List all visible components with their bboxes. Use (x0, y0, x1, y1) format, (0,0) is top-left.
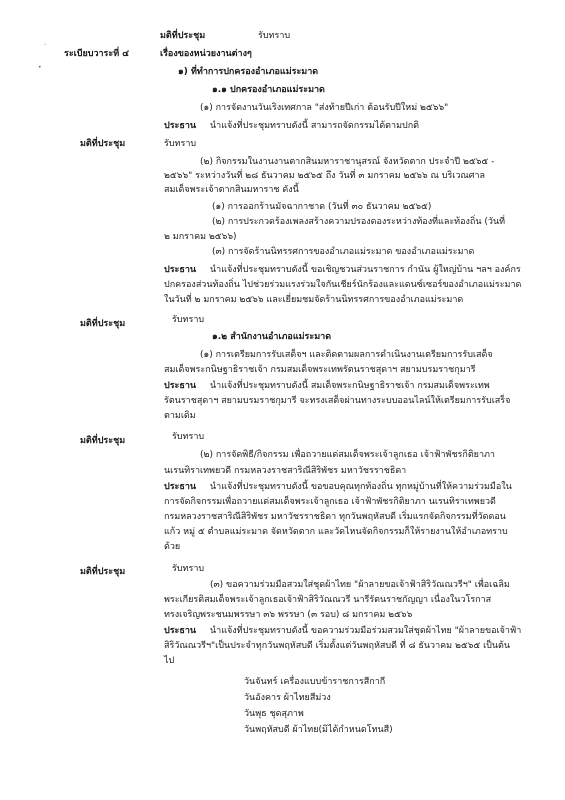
chair-text: นำแจ้งที่ประชุมทราบดังนี้ สามารถจัดกรรมได้ตามปกติ (210, 121, 420, 131)
dress-schedule-item: วันพฤหัสบดี ผ้าไทย(มิได้กำหนดโทนสี) (244, 725, 393, 735)
dress-schedule-item: วันอังคาร ผ้าไทยสีม่วง (244, 693, 331, 703)
chair-label: ประธาน (164, 121, 197, 131)
chair-text: นำแจ้งที่ประชุมทราบดังนี้ ขอขอบคุณทุกท้องถิ่น ทุกหมู่บ้านที่ให้ความร่วมมือใน (210, 482, 512, 492)
resolution-label: มติที่ประชุม (80, 436, 126, 446)
resolution-value: รับทราบ (172, 315, 205, 325)
chair-text-continued: การจัดกิจกรรมเพื่อถวายแด่สมเด็จพระเจ้าลูกเธอ เจ้าฟ้าพัชรกิติยาภา นเรนทิราเทพยวดี (164, 497, 496, 507)
chair-text: นำแจ้งที่ประชุมทราบดังนี้ สมเด็จพระกนิษฐาธิราชเจ้า กรมสมเด็จพระเทพ (210, 381, 490, 391)
chair-text-continued: แก้ว หมู่ ๕ ตำบลแม่ระมาด จัดหวัดตาก และวัดไหนจัดกิจกรรมก็ให้รายงานให้อำเภอทราบ (164, 527, 508, 537)
chair-label: ประธาน (164, 381, 197, 391)
chair-text: นำแจ้งที่ประชุมทราบดังนี้ ขอความร่วมมือร่วมสวมใส่ชุดผ้าไทย "ผ้าลายขอเจ้าฟ้า (210, 626, 522, 636)
resolution-label: มติที่ประชุม (80, 319, 126, 329)
agenda-item-continued: พระเกียรติสมเด็จพระเจ้าลูกเธอเจ้าฟ้าสิริวัณณวรี นารีรัตนราชกัญญา เนื่องในวโรกาส (164, 595, 492, 605)
chair-text-continued: กรมหลวงราชสาริณีสิริพัชร มหาวัชรราชธิดา ทุกวันพฤหัสบดี เริ่มแรกจัดกิจกรรมที่วัดดอน (164, 512, 506, 522)
sub-item: (๓) การจัดร้านนิทรรศการของอำเภอแม่ระมาด ของอำเภอแม่ระมาด (212, 247, 475, 257)
agenda-title: เรื่องของหน่วยงานต่างๆ (160, 49, 252, 59)
agenda-item: (๑) การเตรียมการรับเสด็จฯ และติดตามผลการดำเนินงานเตรียมการรับเสด็จ (200, 350, 493, 360)
dress-schedule-item: วันพุธ ชุดสุภาพ (244, 709, 304, 719)
chair-text-continued: ในวันที่ ๒ มกราคม ๒๕๖๖ และเยี่ยมชมจัดร้านนิทรรศการของอำเภอแม่ระมาด (164, 295, 464, 305)
subsection-title: ๑.๒ สำนักงานอำเภอแม่ระมาด (212, 332, 332, 342)
chair-text-continued: ไป (164, 656, 175, 666)
agenda-label: ระเบียบวาระที่ ๔ (64, 49, 130, 59)
sub-item-continued: ๒ มกราคม ๒๕๖๖) (164, 232, 237, 242)
resolution-value: รับทราบ (172, 432, 205, 442)
chair-text: นำแจ้งที่ประชุมทราบดังนี้ ขอเชิญชวนส่วนราชการ กำนัน ผู้ใหญ่บ้าน ฯลฯ องค์กร (210, 265, 521, 275)
chair-text-continued: ด้วย (164, 542, 181, 552)
chair-text-continued: ตามเดิม (164, 411, 196, 421)
resolution-label: มติที่ประชุม (80, 567, 126, 577)
chair-text-continued: รัตนราชสุดาฯ สยามบรมราชกุมารี จะทรงเสด็จผ่านทางระบบออนไลน์ให้เตรียมการรับเสร็จ (164, 396, 511, 406)
agenda-item: (๑) การจัดงานวันเริงเทศกาล "ส่งท้ายปีเก่า ต้อนรับปีใหม่ ๒๕๖๖" (200, 103, 449, 113)
sub-item: (๑) การออกร้านมัจฉากาชาด (วันที่ ๓๐ ธันวาคม ๒๕๖๕) (212, 202, 432, 212)
sub-item: (๒) การประกวดร้องเพลงสร้างความปรองดองระหว่างท้องที่และท้องถิ่น (วันที่ (212, 217, 506, 227)
agenda-item-continued: ทรงเจริญพระชนมพรรษา ๓๖ พรรษา (๓ รอบ) ๘ มกราคม ๒๕๖๖ (164, 610, 413, 620)
agenda-item: (๒) การจัดพิธี/กิจกรรม เพื่อถวายแด่สมเด็จพระเจ้าลูกเธอ เจ้าฟ้าพัชรกิติยาภา (200, 450, 495, 460)
agenda-item: (๒) กิจกรรมในงานงานตากสินมหาราชานุสรณ์ จังหวัดตาก ประจำปี ๒๕๖๕ - (200, 157, 495, 167)
agenda-item-continued: ๒๕๖๖" ระหว่างวันที่ ๒๘ ธันวาคม ๒๕๖๕ ถึง วันที่ ๓ มกราคม ๒๕๖๖ ณ บริเวณศาล (164, 171, 486, 181)
chair-text-continued: ปกครองส่วนท้องถิ่น ไปช่วยร่วมแรงร่วมใจกันเชียร์นักร้องและแดนซ์เซอร์ของอำเภอแม่ระมาด (164, 280, 522, 290)
dress-schedule-item: วันจันทร์ เครื่องแบบข้าราชการสีกากี (244, 677, 386, 687)
agenda-item-continued: สมเด็จพระเจ้าตากสินมหาราช ดังนี้ (164, 185, 299, 195)
subsection-title: ๑.๑ ปกครองอำเภอแม่ระมาด (212, 85, 325, 95)
agenda-item-continued: นเรนทิราเทพยวดี กรมหลวงราชสาริณีสิริพัชร มหาวัชรราชธิดา (164, 466, 407, 476)
section-title: ๑) ที่ทำการปกครองอำเภอแม่ระมาด (178, 67, 319, 77)
document-page: ` • มติที่ประชุม รับทราบ ระเบียบวาระที่ ๔ เรื่องของหน่วยงานต่างๆ ๑) ที่ทำการปกครองอำเภอแม่ระมาด ๑.๑ ปกครองอำเภอแม่ระมาด (๑) การจัดงานวันเริงเทศกาล "ส่งท้ายปีเก่า ต้อนรับปีใหม่ ๒๕๖๖" ประธาน นำแจ้งที่ประชุมทราบดังนี้ สามารถจัดกรรมได้ตามปกติ มติที่ประชุม รับทราบ (๒) กิจกรรมในงานงานตากสินมหาราชานุสรณ์ จังหวัดตาก ประจำปี ๒๕๖๕ - ๒๕๖๖" ระหว่างวันที่ ๒๘ ธันวาคม ๒๕๖๕ ถึง วันที่ ๓ มกราคม ๒๕๖๖ ณ บริเวณศาล สมเด็จพระเจ้าตากสินมหาราช ดังนี้ (๑) การออกร้านมัจฉากาชาด (วันที่ ๓๐ ธันวาคม ๒๕๖๕) (๒) การประกวดร้องเพลงสร้างความปรองดองระหว่างท้องที่และท้องถิ่น (วันที่ ๒ มกราคม ๒๕๖๖) (๓) การจัดร้านนิทรรศการของอำเภอแม่ระมาด ของอำเภอแม่ระมาด ประธาน นำแจ้งที่ประชุมทราบดังนี้ ขอเชิญชวนส่วนราชการ กำนัน ผู้ใหญ่บ้าน ฯลฯ องค์กร ปกครองส่วนท้องถิ่น ไปช่วยร่วมแรงร่วมใจกันเชียร์นักร้องและแดนซ์เซอร์ของอำเภอแม่ระมาด ในวันที่ ๒ มกราคม ๒๕๖๖ และเยี่ยมชมจัดร้านนิทรรศการของอำเภอแม่ระมาด มติที่ประชุม รับทราบ ๑.๒ สำนักงานอำเภอแม่ระมาด (๑) การเตรียมการรับเสด็จฯ และติดตามผลการดำเนินงานเตรียมการรับเสด็จ สมเด็จพระกนิษฐาธิราชเจ้า กรมสมเด็จพระเทพรัตนราชสุดาฯ สยามบรมราชกุมารี ประธาน นำแจ้งที่ประชุมทราบดังนี้ สมเด็จพระกนิษฐาธิราชเจ้า กรมสมเด็จพระเทพ รัตนราชสุดาฯ สยามบรมราชกุมารี จะทรงเสด็จผ่านทางระบบออนไลน์ให้เตรียมการรับเสร็จ ตามเดิม มติที่ประชุม รับทราบ (๒) การจัดพิธี/กิจกรรม เพื่อถวายแด่สมเด็จพระเจ้าลูกเธอ เจ้าฟ้าพัชรกิติยาภา นเรนทิราเทพยวดี กรมหลวงราชสาริณีสิริพัชร มหาวัชรราชธิดา ประธาน นำแจ้งที่ประชุมทราบดังนี้ ขอขอบคุณทุกท้องถิ่น ทุกหมู่บ้านที่ให้ความร่วมมือใน การจัดกิจกรรมเพื่อถวายแด่สมเด็จพระเจ้าลูกเธอ เจ้าฟ้าพัชรกิติยาภา นเรนทิราเทพยวดี กรมหลวงราชสาริณีสิริพัชร มหาวัชรราชธิดา ทุกวันพฤหัสบดี เริ่มแรกจัดกิจกรรมที่วัดดอน แก้ว หมู่ ๕ ตำบลแม่ระมาด จัดหวัดตาก และวัดไหนจัดกิจกรรมก็ให้รายงานให้อำเภอทราบ ด้วย มติที่ประชุม รับทราบ (๓) ขอความร่วมมือสวมใส่ชุดผ้าไทย "ผ้าลายขอเจ้าฟ้าสิริวัณณวรีฯ" เพื่อเฉลิม พระเกียรติสมเด็จพระเจ้าลูกเธอเจ้าฟ้าสิริวัณณวรี นารีรัตนราชกัญญา เนื่องในวโรกาส ทรงเจริญพระชนมพรรษา ๓๖ พรรษา (๓ รอบ) ๘ มกราคม ๒๕๖๖ ประธาน นำแจ้งที่ประชุมทราบดังนี้ ขอความร่วมมือร่วมสวมใส่ชุดผ้าไทย "ผ้าลายขอเจ้าฟ้า สิริวัณณวรีฯ"เป็นประจำทุกวันพฤหัสบดี เริ่มตั้งแต่วันพฤหัสบดี ที่ ๘ ธันวาคม ๒๕๖๕ เป็นต้น ไป วันจันทร์ เครื่องแบบข้าราชการสีกากี วันอังคาร ผ้าไทยสีม่วง วันพุธ ชุดสุภาพ วันพฤหัสบดี ผ้าไทย(มิได้กำหนดโทนสี) (38, 31, 522, 735)
resolution-label: มติที่ประชุม (80, 139, 126, 149)
agenda-item: (๓) ขอความร่วมมือสวมใส่ชุดผ้าไทย "ผ้าลายขอเจ้าฟ้าสิริวัณณวรีฯ" เพื่อเฉลิม (210, 580, 510, 590)
resolution-value: รับทราบ (164, 139, 197, 149)
chair-label: ประธาน (164, 626, 197, 636)
resolution-value: รับทราบ (172, 564, 205, 574)
resolution-label: มติที่ประชุม (160, 31, 206, 41)
chair-text-continued: สิริวัณณวรีฯ"เป็นประจำทุกวันพฤหัสบดี เริ่มตั้งแต่วันพฤหัสบดี ที่ ๘ ธันวาคม ๒๕๖๕ เป็นต้น (164, 641, 511, 651)
chair-label: ประธาน (164, 265, 197, 275)
resolution-value: รับทราบ (258, 31, 291, 41)
agenda-item-continued: สมเด็จพระกนิษฐาธิราชเจ้า กรมสมเด็จพระเทพรัตนราชสุดาฯ สยามบรมราชกุมารี (164, 365, 476, 375)
chair-label: ประธาน (164, 482, 197, 492)
